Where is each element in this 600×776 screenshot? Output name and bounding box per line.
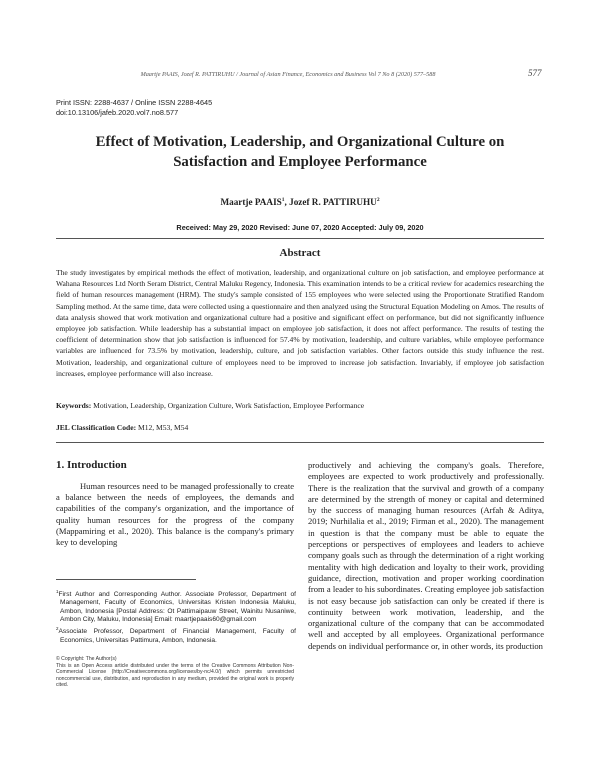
author-2-mark: 2 (376, 197, 380, 203)
author-2: Jozef R. PATTIRUHU (289, 197, 377, 208)
abstract-top-rule (56, 238, 544, 239)
copyright-line: © Copyright: The Author(s) (56, 656, 117, 662)
abstract-bottom-rule (56, 442, 544, 443)
author-1-mark: 1 (281, 197, 285, 203)
footnote-1-text: First Author and Corresponding Author. Associate Professor, Department of Management, Faculty of Economics, Universitas Kristen Indonesia Maluku, Ambon, Indonesia [Postal Address: Ot Pattimaipauw Street, Wainitu Nusaniwe, Ambon City, Maluku, Indonesia] Email: maartjepaais60@gmail.com (58, 591, 296, 624)
intro-left-column: Human resources need to be managed professionally to create a balance between the needs of employees, the demands and capabilities of the company's organization, and the importance of quality human resources for the progress of the company (Mappamiring et al., 2020). This balance is the company's primary key to developing (56, 481, 294, 548)
copyright-notice (56, 656, 294, 689)
jel-text: M12, M53, M54 (136, 423, 189, 432)
license-text: This is an Open Access article distributed under the terms of the Creative Commons Attribution Non-Commercial License (http://Creativecommons.org/licenses/by-nc/4.0/) which permits unrestricted noncommercial use, distribution, and reproduction in any medium, provided the original work is properly cited. (56, 662, 294, 689)
abstract-text: The study investigates by empirical methods the effect of motivation, leadership, and organizational culture on job satisfaction, and employee performance at Wahana Resources Ltd North Seram District, Central Maluku Regency, Indonesia. This examination intends to be a critical review for academics researching the field of human resources management (HRM). The study's sample consisted of 155 employees who were selected using the Proportionate Stratified Random Sampling method. At the same time, data were collected using a questionnaire and then analyzed using the Structural Equation Modeling on Amos. The results of data analysis showed that work motivation and organizational culture had a positive and significant effect on performance, but did not significantly influence employee job satisfaction. While leadership has a substantial impact on employee job satisfaction, it does not affect performance. The results of testing the coefficient of determination show that job satisfaction is influenced for 57.4% by motivation, leadership, and culture variables, while employee performance variables are influenced for 73.5% by motivation, leadership, culture, and job satisfaction variables. Other factors outside this study influence the rest. Motivation, leadership, and organizational culture of employees need to be improved to increase job satisfaction. Invariably, if employee job satisfaction increases, employee performance will also increase. (56, 268, 544, 378)
author-1: Maartje PAAIS (220, 197, 282, 208)
abstract-heading: Abstract (279, 247, 321, 259)
footnote-1 (56, 588, 296, 624)
keywords-text: Motivation, Leadership, Organization Culture, Work Satisfaction, Employee Performance (91, 401, 365, 410)
section-heading: 1. Introduction (56, 459, 127, 471)
paper-title: Effect of Motivation, Leadership, and Organizational Culture on Satisfaction and Employee Performance (95, 134, 505, 170)
keywords-label: Keywords: (56, 401, 92, 410)
author-separator: , (284, 197, 290, 208)
running-head: Maartje PAAIS, Jozef R. PATTIRUHU / Journal of Asian Finance, Economics and Business Vol 7 No 8 (2020) 577–588 (140, 71, 436, 78)
intro-right-column: productively and achieving the company's goals. Therefore, employees are expected to work productively and professionally. There is the realization that the survival and growth of a company are determined by the strength of money or capital and determined by the success of managing human resources (Arfah & Aditya, 2019; Nurhilalia et al., 2019; Firman et al., 2020). The management in question is that the company must be able to equate the perceptions or perspectives of employees and leaders to achieve company goals such as through the determination of a right working mentality with high dedication and loyalty to their work, providing guidance, direction, motivation and proper working coordination from a leader to his subordinates. Creating employee job satisfaction is not easy because job satisfaction can only be created if there is continuity between work motivation, leadership, and the organizational culture of the company that can be accommodated well and accepted by all employees. Organizational performance depends on individual performance or, in other words, its production (308, 460, 544, 651)
page-number: 577 (528, 68, 542, 78)
author-line (0, 197, 600, 207)
doi-line: doi:10.13106/jafeb.2020.vol7.no8.577 (56, 108, 179, 117)
footnote-2-mark: 2 (56, 626, 59, 632)
footnote-rule (56, 579, 196, 580)
issn-line: Print ISSN: 2288-4637 / Online ISSN 2288-4645 (56, 98, 213, 107)
footnotes (56, 588, 296, 646)
keywords (56, 401, 544, 410)
footnote-2-text: Associate Professor, Department of Financial Management, Faculty of Economics, Universitas Pattimura, Ambon, Indonesia. (58, 628, 296, 644)
submission-dates: Received: May 29, 2020 Revised: June 07, 2020 Accepted: July 09, 2020 (176, 223, 424, 232)
footnote-1-mark: 1 (56, 589, 59, 594)
jel-code (56, 423, 544, 432)
issn-block (56, 98, 212, 118)
jel-label: JEL Classification Code: (56, 423, 137, 432)
footnote-2 (56, 625, 296, 645)
